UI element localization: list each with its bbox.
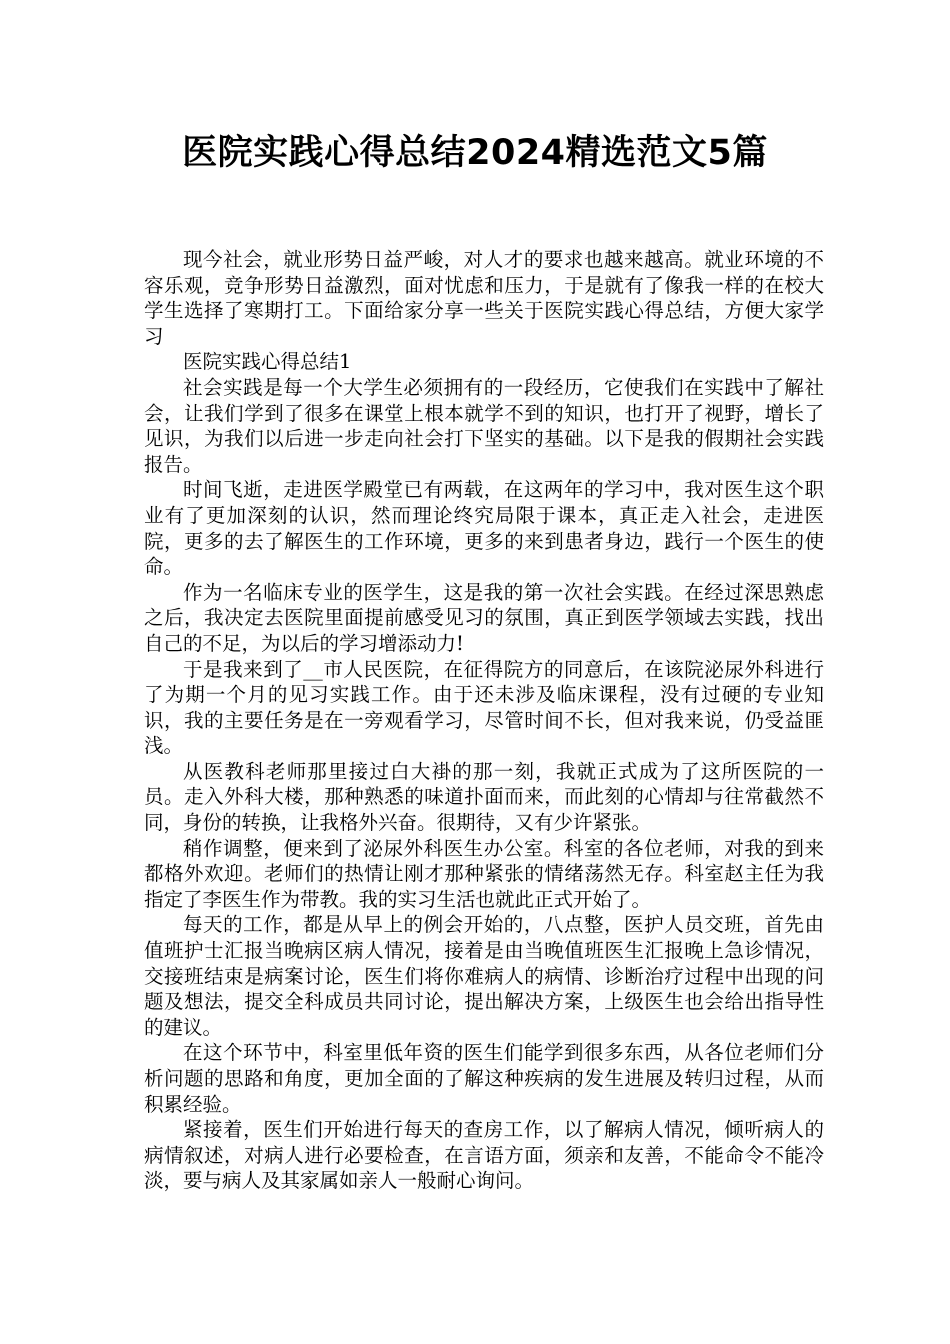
paragraph: 于是我来到了__市人民医院，在征得院方的同意后，在该院泌尿外科进行了为期一个月的见习实践工作。由于还未涉及临床课程，没有过硬的专业知识，我的主要任务是在一旁观看学习，尽管时间不长，但对我来说，仍受益匪浅。 (144, 657, 824, 758)
section-heading: 医院实践心得总结1 (183, 350, 352, 374)
paragraph: 紧接着，医生们开始进行每天的查房工作，以了解病人情况，倾听病人的病情叙述，对病人进行必要检查，在言语方面，须亲和友善，不能命令不能冷淡，要与病人及其家属如亲人一般耐心询问。 (144, 1118, 824, 1193)
paragraph: 社会实践是每一个大学生必须拥有的一段经历，它使我们在实践中了解社会，让我们学到了很多在课堂上根本就学不到的知识，也打开了视野，增长了见识，为我们以后进一步走向社会打下坚实的基础。以下是我的假期社会实践报告。 (144, 375, 824, 476)
paragraph: 每天的工作，都是从早上的例会开始的，八点整，医护人员交班，首先由值班护士汇报当晚病区病人情况，接着是由当晚值班医生汇报晚上急诊情况，交接班结束是病案讨论，医生们将你难病人的病情、诊断治疗过程中出现的问题及想法，提交全科成员共同讨论，提出解决方案，上级医生也会给出指导性的建议。 (144, 913, 824, 1039)
paragraph: 作为一名临床专业的医学生，这是我的第一次社会实践。在经过深思熟虑之后，我决定去医院里面提前感受见习的氛围，真正到医学领域去实践，找出自己的不足，为以后的学习增添动力! (144, 580, 824, 655)
paragraph: 现今社会，就业形势日益严峻，对人才的要求也越来越高。就业环境的不容乐观，竞争形势日益激烈，面对忧虑和压力，于是就有了像我一样的在校大学生选择了寒期打工。下面给家分享一些关于医院实践心得总结，方便大家学习 (144, 248, 824, 348)
paragraph: 从医教科老师那里接过白大褂的那一刻，我就正式成为了这所医院的一员。走入外科大楼，那种熟悉的味道扑面而来，而此刻的心情却与往常截然不同，身份的转换，让我格外兴奋。很期待，又有少许紧张。 (144, 759, 824, 835)
document-body (144, 247, 824, 1194)
document-title: 医院实践心得总结2024精选范文5篇 (182, 133, 768, 173)
paragraph: 时间飞逝，走进医学殿堂已有两载，在这两年的学习中，我对医生这个职业有了更加深刻的认识，然而理论终究局限于课本，真正走入社会，走进医院，更多的去了解医生的工作环境，更多的来到患者身边，践行一个医生的使命。 (144, 478, 824, 579)
paragraph: 稍作调整，便来到了泌尿外科医生办公室。科室的各位老师，对我的到来都格外欢迎。老师们的热情让刚才那种紧张的情绪荡然无存。科室赵主任为我指定了李医生作为带教。我的实习生活也就此正式开始了。 (144, 836, 824, 911)
paragraph: 在这个环节中，科室里低年资的医生们能学到很多东西，从各位老师们分析问题的思路和角度，更加全面的了解这种疾病的发生进展及转归过程，从而积累经验。 (144, 1041, 824, 1116)
